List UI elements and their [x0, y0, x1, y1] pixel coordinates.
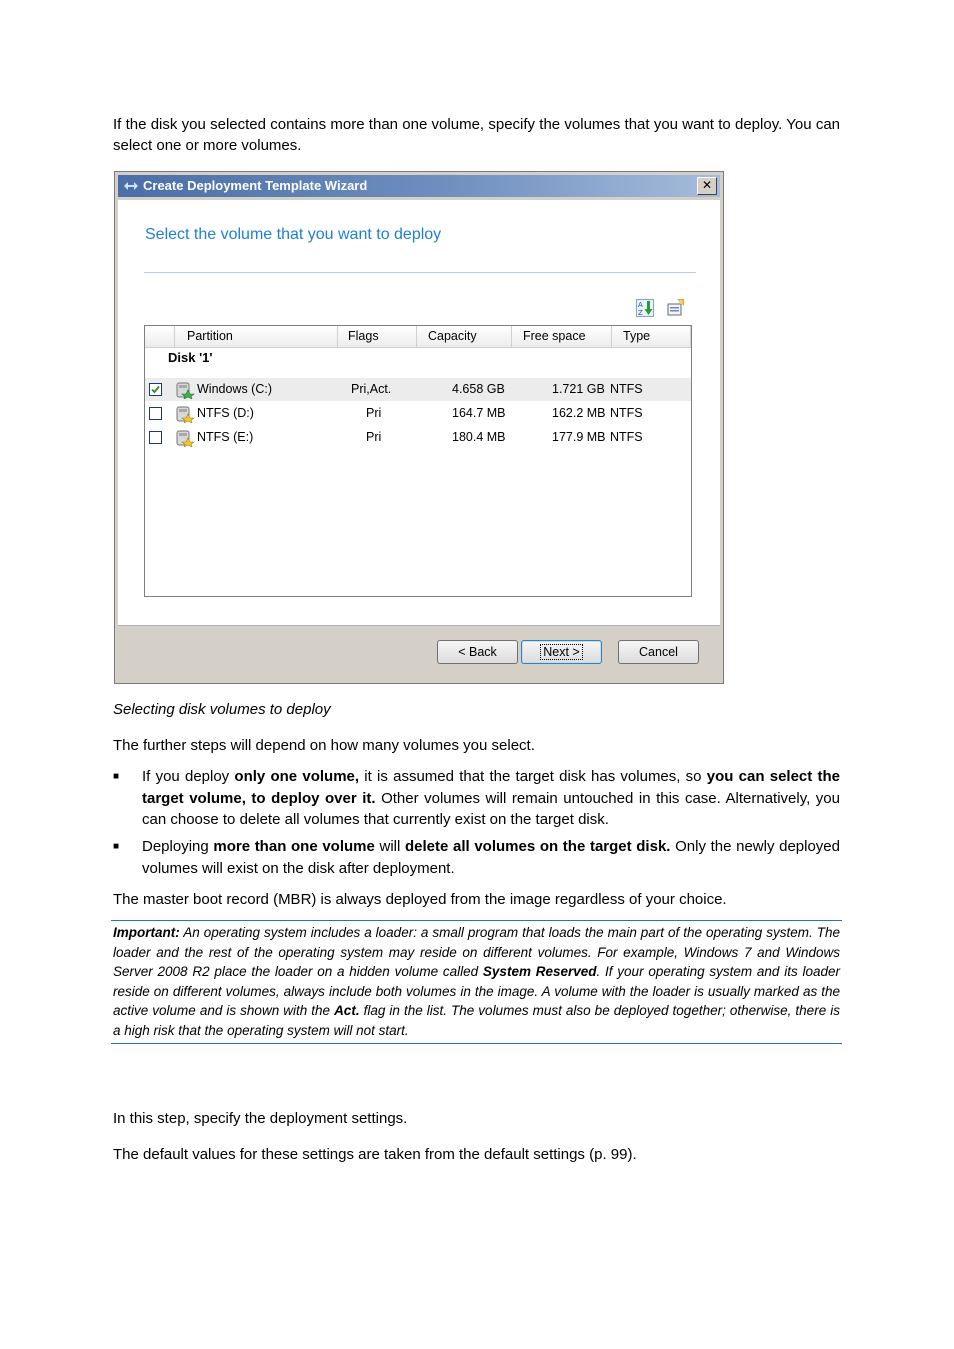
text-run: Other volumes will remain untouched in this case. Alternatively, you can choose to delete all volumes that currently exist on the target disk. [142, 789, 840, 828]
note-text [113, 923, 840, 1041]
column-header-flags[interactable]: Flags [338, 326, 417, 347]
figure-caption: Selecting disk volumes to deploy [113, 701, 331, 718]
volume-list [144, 325, 692, 597]
volume-row[interactable] [145, 402, 691, 425]
wizard-dialog [114, 171, 724, 684]
cancel-button[interactable]: Cancel [618, 640, 699, 664]
column-header-partition[interactable]: Partition [175, 326, 338, 347]
partition-name: Windows (C:) [197, 382, 273, 396]
close-button[interactable] [697, 177, 717, 195]
volume-icon [176, 429, 195, 447]
partition-free-space: 177.9 MB [552, 430, 606, 444]
text-run: it is assumed that the target disk has volumes, so [359, 768, 707, 785]
properties-icon[interactable] [667, 298, 685, 316]
partition-type: NTFS [610, 430, 643, 444]
list-header [145, 326, 691, 348]
bold-text: only one volume, [234, 768, 360, 785]
volume-icon [176, 405, 195, 423]
partition-type: NTFS [610, 382, 643, 396]
footer-divider [118, 625, 720, 626]
partition-capacity: 4.658 GB [452, 382, 505, 396]
bold-text: Act. [334, 1003, 360, 1019]
bullet-square-icon: ■ [113, 841, 120, 852]
partition-flags: Pri [366, 406, 382, 420]
text-run: . If your operating system and its loader reside on different volumes, always include both volumes in the image. A volume with the loader is usually marked as the active volume and is shown with the [113, 964, 840, 1019]
text-run: An operating system includes a loader: a small program that loads the main part of the operating system. The loader and the rest of the operating system may reside on different volumes. For example, Windows 7 and Windows Server 2008 R2 place the loader on a hidden volume called [113, 925, 840, 980]
volume-checkbox[interactable] [149, 383, 162, 396]
dialog-titlebar [118, 175, 720, 197]
text-run: will [374, 838, 405, 855]
back-button[interactable]: < Back [437, 640, 518, 664]
volume-checkbox[interactable] [149, 407, 162, 420]
header-spacer [145, 326, 175, 347]
dialog-title: Create Deployment Template Wizard [143, 178, 368, 193]
column-header-type[interactable]: Type [612, 326, 691, 347]
partition-name: NTFS (E:) [197, 430, 254, 444]
bold-text: you can select the target volume, to deploy over it. [142, 768, 840, 807]
text-run: Only the newly deployed volumes will exist on the disk after deployment. [142, 838, 840, 877]
partition-free-space: 162.2 MB [552, 406, 606, 420]
mbr-paragraph: The master boot record (MBR) is always deployed from the image regardless of your choice. [113, 891, 727, 908]
next-button-label: Next > [540, 644, 582, 660]
partition-capacity: 180.4 MB [452, 430, 506, 444]
partition-flags: Pri [366, 430, 382, 444]
dialog-client [118, 200, 720, 625]
text-run: Deploying [142, 838, 214, 855]
close-icon: ✕ [701, 178, 713, 192]
bold-text: System Reserved [482, 964, 597, 980]
column-header-free-space[interactable]: Free space [512, 326, 612, 347]
bold-text: delete all volumes on the target disk. [404, 838, 671, 855]
intro-paragraph: If the disk you selected contains more than one volume, specify the volumes that you want to deploy. You can select one or more volumes. [113, 116, 840, 154]
text-run: flag in the list. The volumes must also be deployed together; otherwise, there is a high risk that the operating system will not start. [113, 1003, 840, 1038]
bullet-text [142, 766, 840, 831]
text-run: If you deploy [142, 768, 235, 785]
step-paragraph: In this step, specify the deployment settings. [113, 1110, 408, 1127]
further-steps-paragraph: The further steps will depend on how many volumes you select. [113, 737, 535, 754]
disk-label: Disk '1' [168, 350, 213, 365]
partition-type: NTFS [610, 406, 643, 420]
heading-divider [144, 272, 696, 273]
volume-row[interactable] [145, 378, 691, 401]
wizard-heading: Select the volume that you want to deploy [145, 226, 442, 243]
checkmark-icon [150, 384, 161, 395]
next-button[interactable] [521, 640, 602, 664]
bullet-square-icon: ■ [113, 771, 120, 782]
partition-flags: Pri,Act. [351, 382, 392, 396]
svg-text:A: A [638, 301, 643, 309]
svg-text:Z: Z [638, 309, 643, 317]
defaults-paragraph: The default values for these settings are taken from the default settings (p. 99). [113, 1146, 637, 1163]
partition-capacity: 164.7 MB [452, 406, 506, 420]
volume-checkbox[interactable] [149, 431, 162, 444]
partition-free-space: 1.721 GB [552, 382, 605, 396]
important-note [111, 920, 842, 1044]
wizard-icon [124, 182, 138, 190]
bold-text: more than one volume [213, 838, 375, 855]
volume-icon [176, 381, 195, 399]
bold-text: Important: [113, 925, 180, 940]
bullet-text [142, 836, 840, 879]
partition-name: NTFS (D:) [197, 406, 254, 420]
sort-az-icon[interactable] [636, 299, 654, 317]
volume-row[interactable] [145, 426, 691, 449]
column-header-capacity[interactable]: Capacity [417, 326, 512, 347]
